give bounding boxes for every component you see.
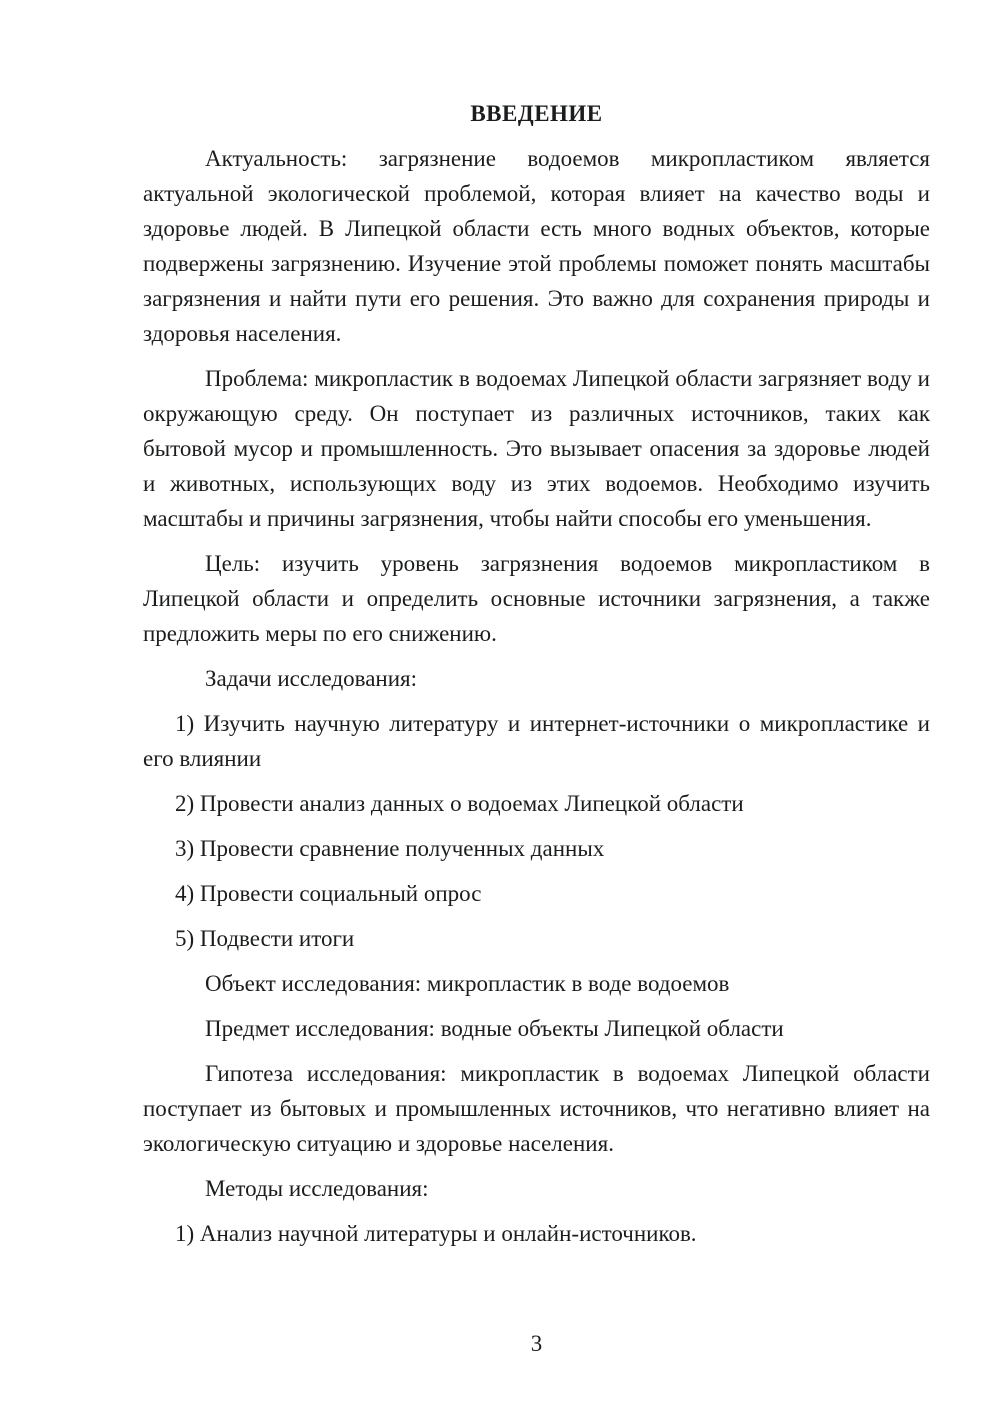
paragraph-tsel: Цель: изучить уровень загрязнения водоемов микропластиком в Липецкой области и определить основные источники загрязнения, а также предложить меры по его снижению. [143, 551, 930, 646]
paragraph-aktualnost: Актуальность: загрязнение водоемов микропластиком является актуальной экологической проблемой, которая влияет на качество воды и здоровье людей. В Липецкой области есть много водных объектов, которые подвержены загрязнению. Изучение этой проблемы поможет понять масштабы загрязнения и найти пути его решения. Это важно для сохранения природы и здоровья населения. [143, 146, 930, 346]
list-item-method-1: 1) Анализ научной литературы и онлайн-источников. [175, 1221, 697, 1246]
list-item-task-3: 3) Провести сравнение полученных данных [175, 836, 605, 861]
paragraph-metody-heading: Методы исследования: [205, 1176, 429, 1201]
page-title: ВВЕДЕНИЕ [470, 101, 603, 126]
page-number: 3 [530, 1331, 543, 1356]
list-item-task-5: 5) Подвести итоги [175, 926, 355, 951]
list-item-task-4: 4) Провести социальный опрос [175, 881, 482, 906]
paragraph-predmet: Предмет исследования: водные объекты Липецкой области [205, 1016, 784, 1041]
paragraph-gipoteza: Гипотеза исследования: микропластик в водоемах Липецкой области поступает из бытовых и промышленных источников, что негативно влияет на экологическую ситуацию и здоровье населения. [143, 1061, 930, 1156]
paragraph-zadachi-heading: Задачи исследования: [205, 666, 418, 691]
paragraph-obyekt: Объект исследования: микропластик в воде водоемов [205, 971, 730, 996]
list-item-task-1: 1) Изучить научную литературу и интернет-источники о микропластике и его влиянии [143, 711, 930, 771]
list-item-task-2: 2) Провести анализ данных о водоемах Липецкой области [175, 791, 744, 816]
paragraph-problema: Проблема: микропластик в водоемах Липецкой области загрязняет воду и окружающую среду. Он поступает из различных источников, таких как бытовой мусор и промышленность. Это вызывает опасения за здоровье людей и животных, использующих воду из этих водоемов. Необходимо изучить масштабы и причины загрязнения, чтобы найти способы его уменьшения. [143, 366, 930, 531]
